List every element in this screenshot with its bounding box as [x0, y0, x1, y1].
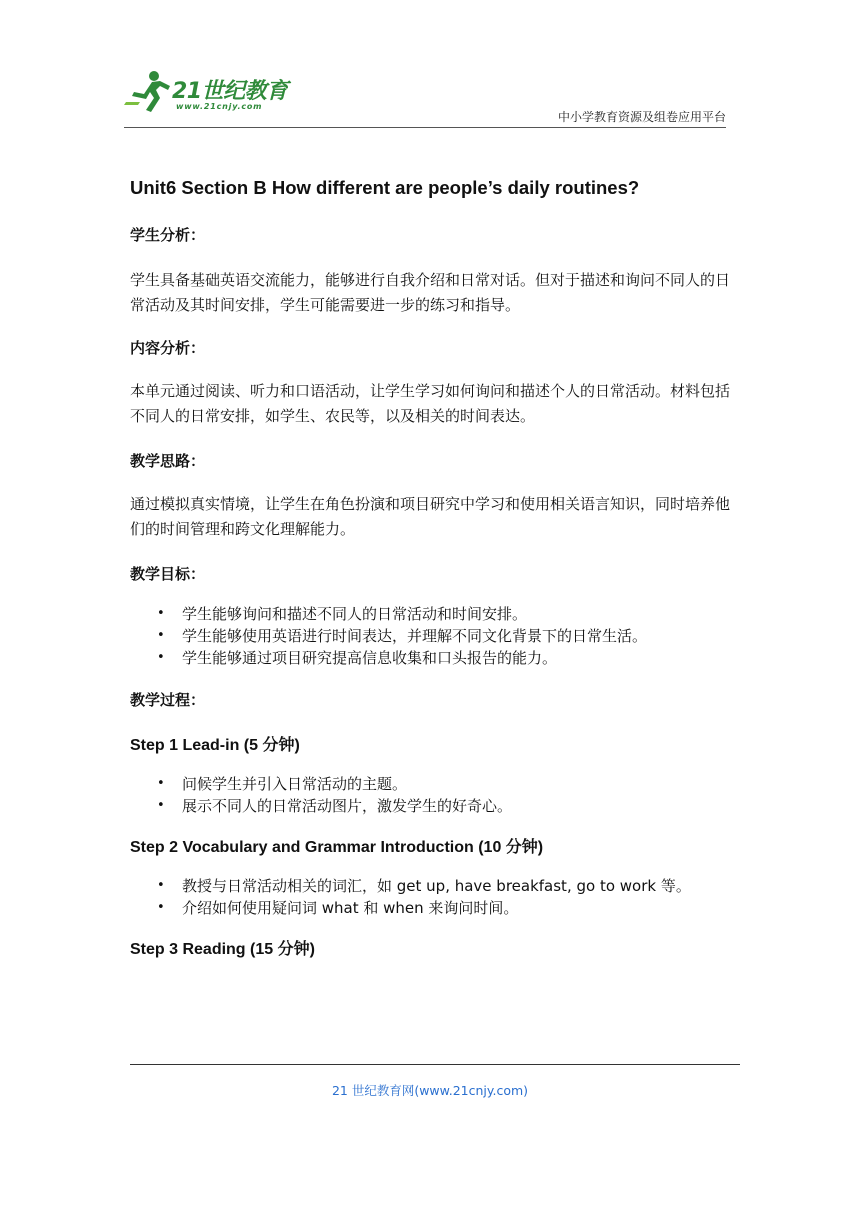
document-body — [130, 172, 736, 963]
content-analysis-text: 本单元通过阅读、听力和口语活动，让学生学习如何询问和描述个人的日常活动。材料包括不同人的日常安排，如学生、农民等，以及相关的时间表达。 — [130, 382, 731, 425]
runner-logo-icon — [124, 68, 176, 116]
list-item: • 学生能够通过项目研究提高信息收集和口头报告的能力。 — [130, 647, 736, 669]
step-3-title: Step 3 Reading (15 分钟) — [130, 941, 315, 958]
list-item: • 学生能够使用英语进行时间表达，并理解不同文化背景下的日常生活。 — [130, 625, 736, 647]
list-item: • 教授与日常活动相关的词汇，如 get up, have breakfast, go to work 等。 — [130, 875, 736, 897]
page-header — [124, 64, 740, 130]
list-item: • 学生能够询问和描述不同人的日常活动和时间安排。 — [130, 603, 736, 625]
step-1-list — [130, 773, 736, 817]
list-item: • 介绍如何使用疑问词 what 和 when 来询问时间。 — [130, 897, 736, 919]
logo-text: 21世纪教育 — [172, 79, 288, 104]
student-analysis-text: 学生具备基础英语交流能力，能够进行自我介绍和日常对话。但对于描述和询问不同人的日常活动及其时间安排，学生可能需要进一步的练习和指导。 — [130, 271, 731, 314]
logo — [124, 68, 324, 118]
list-item: • 展示不同人的日常活动图片，激发学生的好奇心。 — [130, 795, 736, 817]
step-2-title: Step 2 Vocabulary and Grammar Introduction (10 分钟) — [130, 839, 544, 856]
objectives-heading: 教学目标： — [130, 565, 206, 583]
teaching-ideas-text: 通过模拟真实情境，让学生在角色扮演和项目研究中学习和使用相关语言知识，同时培养他们的时间管理和跨文化理解能力。 — [130, 495, 731, 538]
logo-url: www.21cnjy.com — [176, 102, 263, 111]
student-analysis-heading: 学生分析： — [130, 226, 206, 244]
document-title: Unit6 Section B How different are people’s daily routines? — [130, 177, 640, 198]
header-divider — [124, 127, 726, 128]
footer-link[interactable]: 21 世纪教育网(www.21cnjy.com) — [331, 1083, 529, 1098]
objectives-list — [130, 603, 736, 669]
list-item: • 问候学生并引入日常活动的主题。 — [130, 773, 736, 795]
platform-tagline: 中小学教育资源及组卷应用平台 — [557, 110, 726, 124]
step-2-list — [130, 875, 736, 919]
footer-divider — [130, 1064, 740, 1065]
teaching-ideas-heading: 教学思路： — [130, 452, 206, 470]
process-heading: 教学过程： — [130, 691, 206, 709]
step-1-title: Step 1 Lead-in (5 分钟) — [130, 737, 300, 754]
content-analysis-heading: 内容分析： — [130, 339, 206, 357]
